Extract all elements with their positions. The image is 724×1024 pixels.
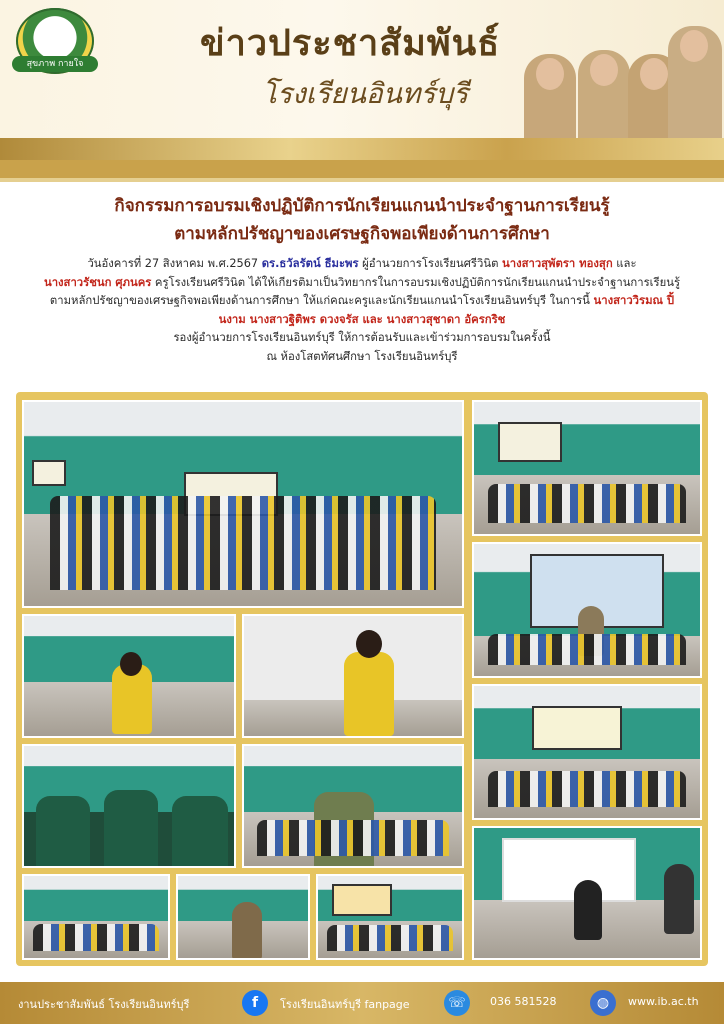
speaker-name: ดร.ธวัลรัตน์ ธีมะพร	[261, 257, 359, 270]
staff-photo	[578, 50, 630, 138]
presentation-photo	[472, 684, 702, 820]
body-text: ผู้อำนวยการโรงเรียนศรีวินิต	[358, 257, 502, 270]
gold-divider	[0, 160, 724, 178]
body-text: และ	[612, 257, 637, 270]
speaker-photo	[472, 542, 702, 678]
footer-fanpage[interactable]: โรงเรียนอินทร์บุรี fanpage	[280, 998, 410, 1011]
auditorium-photo	[316, 874, 464, 960]
logo-caption: สุขภาพ กายใจ	[12, 56, 98, 72]
speaker-yellow-shirt-photo	[242, 614, 464, 738]
globe-icon[interactable]: ◍	[590, 990, 616, 1016]
gold-divider-thin	[0, 178, 724, 182]
footer-phone: 036 581528	[490, 995, 557, 1008]
header-subtitle: โรงเรียนอินทร์บุรี	[262, 77, 469, 110]
scout-students-photo	[22, 744, 236, 868]
body-text: วันอังคารที่ 27 สิงหาคม พ.ศ.2567	[87, 257, 262, 270]
guests-seated-photo	[22, 874, 170, 960]
footer-website[interactable]: www.ib.ac.th	[628, 995, 699, 1008]
article-title-line1: กิจกรรมการอบรมเชิงปฏิบัติการนักเรียนแกนนำประจำฐานการเรียนรู้	[114, 196, 610, 216]
classroom-photo	[472, 400, 702, 536]
phone-icon[interactable]: ☏	[444, 990, 470, 1016]
staff-photo	[524, 54, 576, 138]
teacher-speaking-photo	[22, 614, 236, 738]
body-text: รองผู้อำนวยการโรงเรียนอินทร์บุรี ให้การต้อนรับและเข้าร่วมการอบรมในครั้งนี้	[173, 331, 551, 344]
facebook-icon[interactable]: f	[242, 990, 268, 1016]
students-presenting-photo	[472, 826, 702, 960]
group-photo	[22, 400, 464, 608]
speaker-name: นางสาวสุพัตรา ทองสุก	[502, 257, 613, 270]
teacher-seated-photo	[176, 874, 310, 960]
article-body	[40, 255, 684, 366]
header-title: ข่าวประชาสัมพันธ์	[200, 22, 501, 64]
header-banner	[0, 0, 724, 160]
photo-collage	[16, 392, 708, 966]
speaker-name: นางสาวรัชนก ศุภนคร	[43, 275, 152, 289]
host-names: นางสาววิรมณ ปิ้นงาม นางสาวฐิติพร ดวงจรัส และ นางสาวสุชาดา อัครกริช	[218, 294, 675, 326]
seated-participants-photo	[242, 744, 464, 868]
footer-bar	[0, 982, 724, 1024]
venue-text: ณ ห้องโสตทัศนศึกษา โรงเรียนอินทร์บุรี	[266, 349, 458, 363]
body-text: ครูโรงเรียนศรีวินิต ได้ให้เกียรติมาเป็นวิทยากรในการอบรมเชิงปฏิบัติการนักเรียนแกนนำประจำฐานการเรียนรู้ตามหลักปรัชญาของเศรษฐกิจพอเพียงด้านการศึกษา ให้แก่คณะครูและนักเรียนแกนนำโรงเรียนอินทร์บุรี ในการนี้	[49, 275, 681, 307]
article-title-line2: ตามหลักปรัชญาของเศรษฐกิจพอเพียงด้านการศึกษา	[174, 224, 550, 244]
footer-org: งานประชาสัมพันธ์ โรงเรียนอินทร์บุรี	[18, 998, 190, 1011]
staff-photo	[668, 26, 722, 138]
